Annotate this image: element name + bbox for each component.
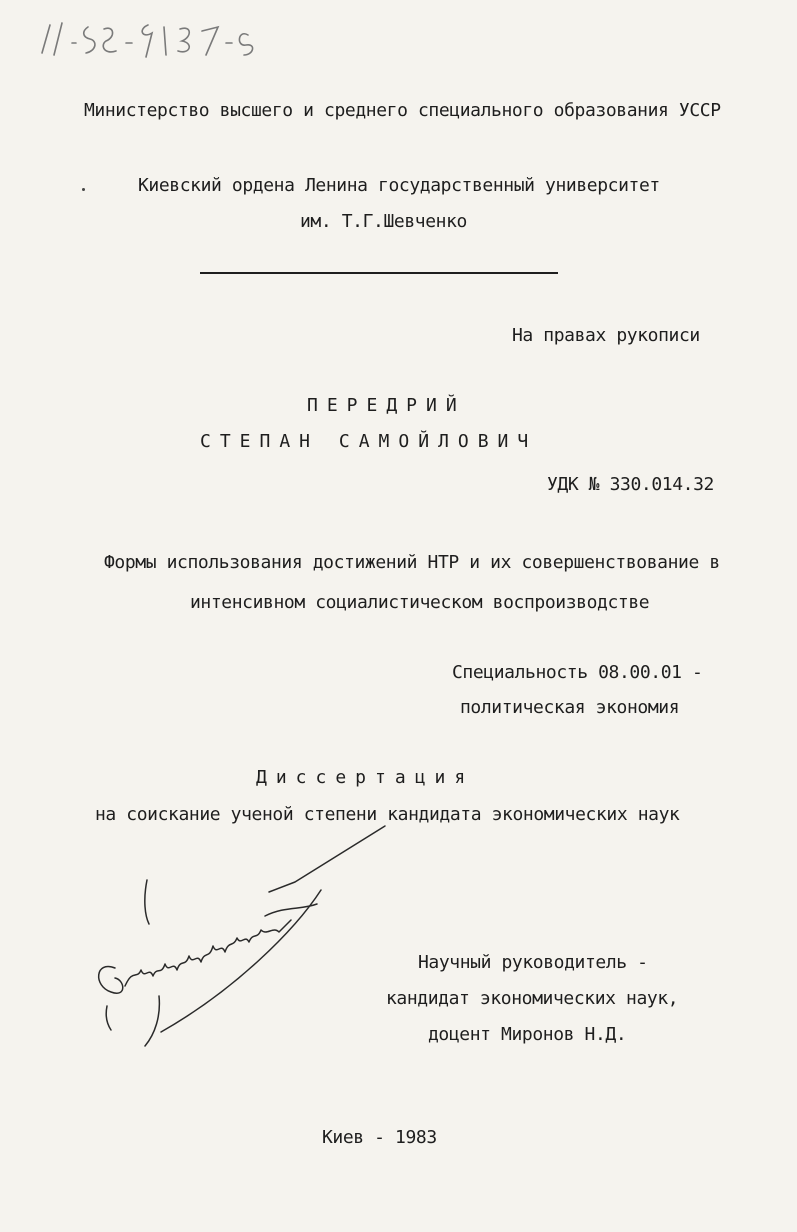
ministry-heading: Министерство высшего и среднего специального образования УССР bbox=[84, 100, 721, 121]
handwritten-signature bbox=[85, 820, 445, 1060]
supervisor-title: Научный руководитель - bbox=[418, 952, 648, 973]
university-name: Киевский ордена Ленина государственный университет bbox=[138, 175, 660, 196]
manuscript-note: На правах рукописи bbox=[512, 325, 700, 346]
supervisor-name: доцент Миронов Н.Д. bbox=[428, 1024, 627, 1045]
author-name: СТЕПАН САМОЙЛОВИЧ bbox=[200, 431, 538, 452]
ink-speck bbox=[82, 188, 85, 191]
dissertation-title-line-2: интенсивном социалистическом воспроизводстве bbox=[190, 592, 650, 613]
udk-code: УДК № 330.014.32 bbox=[547, 474, 714, 495]
dissertation-title-line-1: Формы использования достижений НТР и их совершенствование в bbox=[104, 552, 720, 573]
separator-rule bbox=[200, 272, 558, 274]
specialty-code: Специальность 08.00.01 - bbox=[452, 662, 703, 683]
supervisor-degree: кандидат экономических наук, bbox=[386, 988, 679, 1009]
degree-statement: на соискание ученой степени кандидата экономических наук bbox=[95, 804, 680, 825]
work-type: Диссертация bbox=[256, 767, 475, 788]
handwritten-archive-note bbox=[30, 15, 290, 75]
city-year: Киев - 1983 bbox=[322, 1127, 437, 1148]
specialty-name: политическая экономия bbox=[460, 697, 680, 718]
author-surname: ПЕРЕДРИЙ bbox=[307, 395, 466, 416]
university-named-after: им. Т.Г.Шевченко bbox=[300, 211, 467, 232]
